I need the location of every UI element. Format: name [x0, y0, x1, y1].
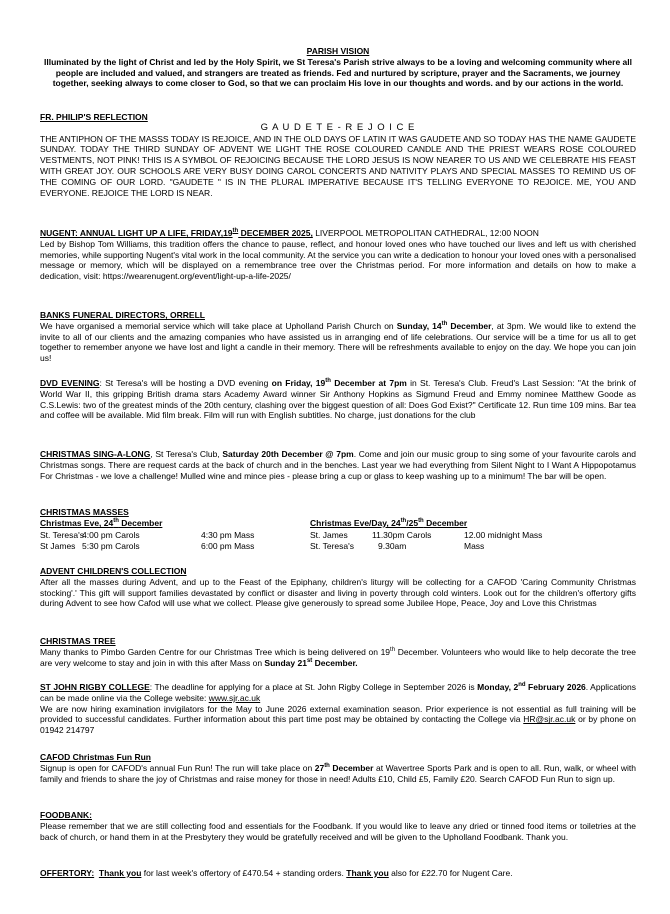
masses-right-title-mid: /25 [406, 518, 419, 528]
mass-left-r1-mass: 4:30 pm Mass [201, 530, 255, 540]
banks-date-a: Sunday, 14 [396, 320, 442, 331]
offertory-text-a: for last week's offertory of £470.54 + standing orders. [141, 868, 347, 878]
funrun-heading: CAFOD Christmas Fun Run [40, 752, 151, 762]
banks-date-sup: th [441, 320, 448, 327]
rigby-text-a: : The deadline for applying for a place at St. John Rigby College in September 2026 is [149, 682, 478, 692]
funrun-date-a: 27 [314, 762, 325, 773]
mass-left-r2-carols: 5:30 pm Carols [82, 541, 140, 551]
nugent-heading-rest: LIVERPOOL METROPOLITAN CATHEDRAL, 12:00 NOON [312, 228, 539, 238]
mass-right-r1-mass: 12.00 midnight Mass [464, 530, 543, 540]
banks-text [40, 321, 636, 364]
advent-section [40, 566, 636, 609]
banks-section [40, 310, 636, 364]
mass-right-r1-carols: 11.30pm Carols [372, 530, 432, 540]
parish-vision-section [40, 46, 636, 89]
masses-left-title-b: December [118, 518, 163, 528]
advent-text: After all the masses during Advent, and up to the Feast of the Epiphany, children's liturgy will be collecting for a CAFOD 'Caring Community Christmas stocking'.' This gift will support families devastated by conflict or disaster and living in poverty through cold winters. Look out for the children's offertory gifts during Advent to see how Cafod will use what we collect. Please give generously to spread some Jubilee Hope, Peace, Joy and Love this Christmas [40, 576, 636, 609]
masses-right-title-b: December [423, 518, 468, 528]
masses-left-title [40, 518, 162, 529]
dvd-heading: DVD EVENING [40, 378, 100, 388]
dvd-text-a: : St Teresa's will be hosting a DVD evening [99, 378, 272, 388]
dvd-text-b: in St. Teresa's Club. Freud's Last Session: "At the brink of World War II, this gripping British drama stars Academy Award winner Sir Anthony Hopkins as Sigmund Freud and Emmy nominee Matthew Goode as C.S.Lewis: two of the greatest minds of the 20th century, clashing over the biggest question of all: Does God Exist?" Certificate 12. Run time 109 mins. Bar tea and coffee will be available. Mid film break. Film will run with English subtitles. No charge, just donations for the club [40, 378, 637, 421]
funrun-text-a: Signup is open for CAFOD's annual Fun Run! The run will take place on [40, 762, 315, 773]
dvd-date-sup: th [325, 378, 331, 385]
nugent-section [40, 228, 636, 282]
rigby-text-b: . Applications can be made online via the College website: [40, 682, 636, 703]
dvd-section [40, 378, 636, 421]
banks-text-a: We have organised a memorial service which will take place at Upholland Parish Church on [40, 320, 397, 331]
rigby-section [40, 682, 636, 736]
tree-text-b: December. Volunteers who would like to help decorate the tree are very welcome to stay and join in with this after Mass on [40, 646, 636, 668]
rigby-text-d: or by phone on 01942 214797 [40, 714, 637, 736]
rigby-date-sup: nd [518, 682, 526, 689]
mass-right-r2-mass: Mass [464, 541, 485, 551]
banks-date-b: December [447, 320, 492, 331]
dvd-text [40, 378, 636, 421]
rigby-email-link[interactable]: HR@sjr.ac.uk [523, 714, 576, 725]
parish-vision-text: Illuminated by the light of Christ and led by the Holy Spirit, we St Teresa's Parish strive always to be a loving and welcoming community where all people are included and valued, and strangers are treated as friends. Fed and nurtured by scripture, prayer and the Sacraments, we journey together, seeking always to come closer to God, so that we can proclaim His love in our thoughts and words. and by our actions in the world. [43, 56, 633, 89]
masses-left-title-sup: th [113, 518, 119, 525]
nugent-heading-sup: th [232, 228, 239, 235]
nugent-heading [40, 228, 636, 239]
singalong-date: Saturday 20th December @ 7pm [222, 449, 354, 459]
mass-left-r1-carols: 4:00 pm Carols [82, 530, 140, 540]
offertory-text-b: also for £22.70 for Nugent Care. [388, 868, 513, 878]
tree-text [40, 647, 636, 669]
masses-right-title-sup1: th [400, 518, 407, 525]
banks-text-b: , at 3pm. We would like to extend the invite to all of our clients and the amazing companies who have assisted us in arranging end of life celebrations. Our service will be a time for us all to get together to remember anyone we have lost and light a candle in their memory. There will be refreshments available to enjoy on the day. We hope you can join us! [40, 320, 637, 364]
nugent-heading-a: NUGENT: ANNUAL LIGHT UP A LIFE, FRIDAY,19 [40, 228, 233, 238]
offertory-heading: OFFERTORY: [40, 868, 95, 878]
dvd-date-b: December at 7pm [330, 378, 407, 388]
mass-left-r1-church: St. Teresa's [40, 530, 84, 540]
advent-heading: ADVENT CHILDREN'S COLLECTION [40, 566, 187, 576]
singalong-heading: CHRISTMAS SING-A-LONG [40, 449, 151, 459]
reflection-heading: FR. PHILIP'S REFLECTION [40, 112, 148, 122]
tree-heading: CHRISTMAS TREE [40, 636, 116, 646]
masses-right-title-a: Christmas Eve/Day, 24 [310, 518, 401, 528]
tree-text-a: Many thanks to Pimbo Garden Centre for our Christmas Tree which is being delivered on 19 [40, 646, 391, 657]
foodbank-section [40, 810, 636, 842]
funrun-date-sup: th [324, 762, 330, 769]
funrun-section [40, 752, 636, 784]
banks-heading: BANKS FUNERAL DIRECTORS, ORRELL [40, 310, 205, 320]
rigby-date-a: Monday, 2 [477, 682, 519, 692]
mass-left-r2-church: St James [40, 541, 76, 551]
reflection-subtitle: G A U D E T E - R E J O I C E [260, 121, 416, 133]
rigby-text-1 [40, 682, 636, 704]
tree-sup-a: th [390, 646, 396, 653]
rigby-heading: ST JOHN RIGBY COLLEGE [40, 682, 150, 692]
offertory-thank-you-2: Thank you [346, 868, 389, 878]
masses-section [40, 507, 636, 557]
foodbank-text: Please remember that we are still collecting food and essentials for the Foodbank. If you would like to leave any dried or tinned food items or toiletries at the back of church, or hand them in at the Presbytery they would be gratefully received and will be given to the Upholland Foodbank. Thank you. [40, 820, 636, 842]
offertory-thank-you-1: Thank you [98, 868, 142, 878]
masses-left-title-a: Christmas Eve, 24 [40, 518, 114, 528]
offertory-section [40, 868, 636, 879]
reflection-section [40, 112, 636, 198]
masses-right-title [310, 518, 467, 529]
reflection-text: THE ANTIPHON OF THE MASSS TODAY IS REJOICE, AND IN THE OLD DAYS OF LATIN IT WAS GAUDETE AND SO TODAY HAS THE NAME GAUDETE SUNDAY. TODAY THE THIRD SUNDAY OF ADVENT WE LIGHT THE ROSE COLOURED CANDLE AND THE PRIEST WEARS ROSE COLOURED VESTMENTS, NOT PINK! THIS IS A SYMBOL OF REJOICING BECAUSE THE LORD JESUS IS NOW NEARER TO US AND WE CELEBRATE HIS FEAST WITH GREAT JOY. OUR SCHOOLS ARE VERY BUSY DOING CAROL CONCERTS AND NATIVITY PLAYS AND SPECIAL MASSES TO REMIND US OF THE COMING OF OUR LORD. "GAUDETE " IS IN THE PLURAL IMPERATIVE BECAUSE IT'S TELLING EVERYONE TO REJOICE. ME, YOU AND EVERYONE. REJOICE THE LORD IS NEAR. [40, 133, 636, 198]
singalong-text-b: . Come and join our music group to sing some of your favourite carols and Christmas songs. There are request cards at the back of church and in the benches. Last year we had everything from Silent Night to I Want A Hippopotamus For Christmas - we love a challenge! Mulled wine and mince pies - please bring a cup or glass to keep washing up to a minimum! The bar will be open. [40, 449, 636, 481]
tree-date-sup: st [306, 657, 313, 664]
rigby-date-b: February 2026 [525, 682, 586, 692]
parish-vision-title: PARISH VISION [306, 46, 370, 56]
funrun-date-b: December [329, 762, 374, 773]
mass-right-r2-church: St. Teresa's [310, 541, 354, 551]
dvd-date-a: on Friday, 19 [271, 378, 326, 388]
mass-right-r1-church: St. James [310, 530, 348, 540]
mass-left-r2-mass: 6:00 pm Mass [201, 541, 255, 551]
rigby-text-c: We are now hiring examination invigilators for the May to June 2026 external examination season. Prior experience is not essential as full training will be provided to successful candidates. Further information about this part time post may be obtained by contacting the College via [40, 703, 636, 725]
mass-right-r2-carols: 9.30am [378, 541, 407, 551]
funrun-text [40, 763, 636, 785]
offertory-text [40, 868, 636, 879]
nugent-text: Led by Bishop Tom Williams, this tradition offers the chance to pause, reflect, and honour loved ones who have touched our lives and left us with cherished memories, while supporting Nugent's vital work in the local community. At the service you can write a dedication to honour your loved ones with a personalised message or memory, which will be displayed on a remembrance tree over the Christmas period. For more information and details on how to make a dedication, visit: https://wearenugent.org/event/light-up-a-life-2025/ [40, 238, 636, 282]
foodbank-heading: FOODBANK: [40, 810, 92, 820]
rigby-text-2 [40, 704, 636, 736]
nugent-heading-b: DECEMBER 2025, [238, 228, 313, 238]
tree-section [40, 636, 636, 668]
singalong-text [40, 449, 636, 481]
singalong-text-a: , St Teresa's Club, [150, 449, 223, 459]
masses-heading: CHRISTMAS MASSES [40, 507, 129, 517]
masses-right-title-sup2: th [418, 518, 424, 525]
tree-date: Sunday 21 [264, 657, 307, 668]
tree-date-b: December. [312, 657, 358, 668]
singalong-section [40, 449, 636, 481]
funrun-text-b: at Wavertree Sports Park and is open to all. Run, walk, or wheel with family and friends to share the joy of Christmas and raise money for those in need! Adults £10, Child £5, Family £20. Search CAFOD Fun Run to sign up. [40, 762, 636, 784]
rigby-website-link[interactable]: www.sjr.ac.uk [208, 692, 261, 703]
